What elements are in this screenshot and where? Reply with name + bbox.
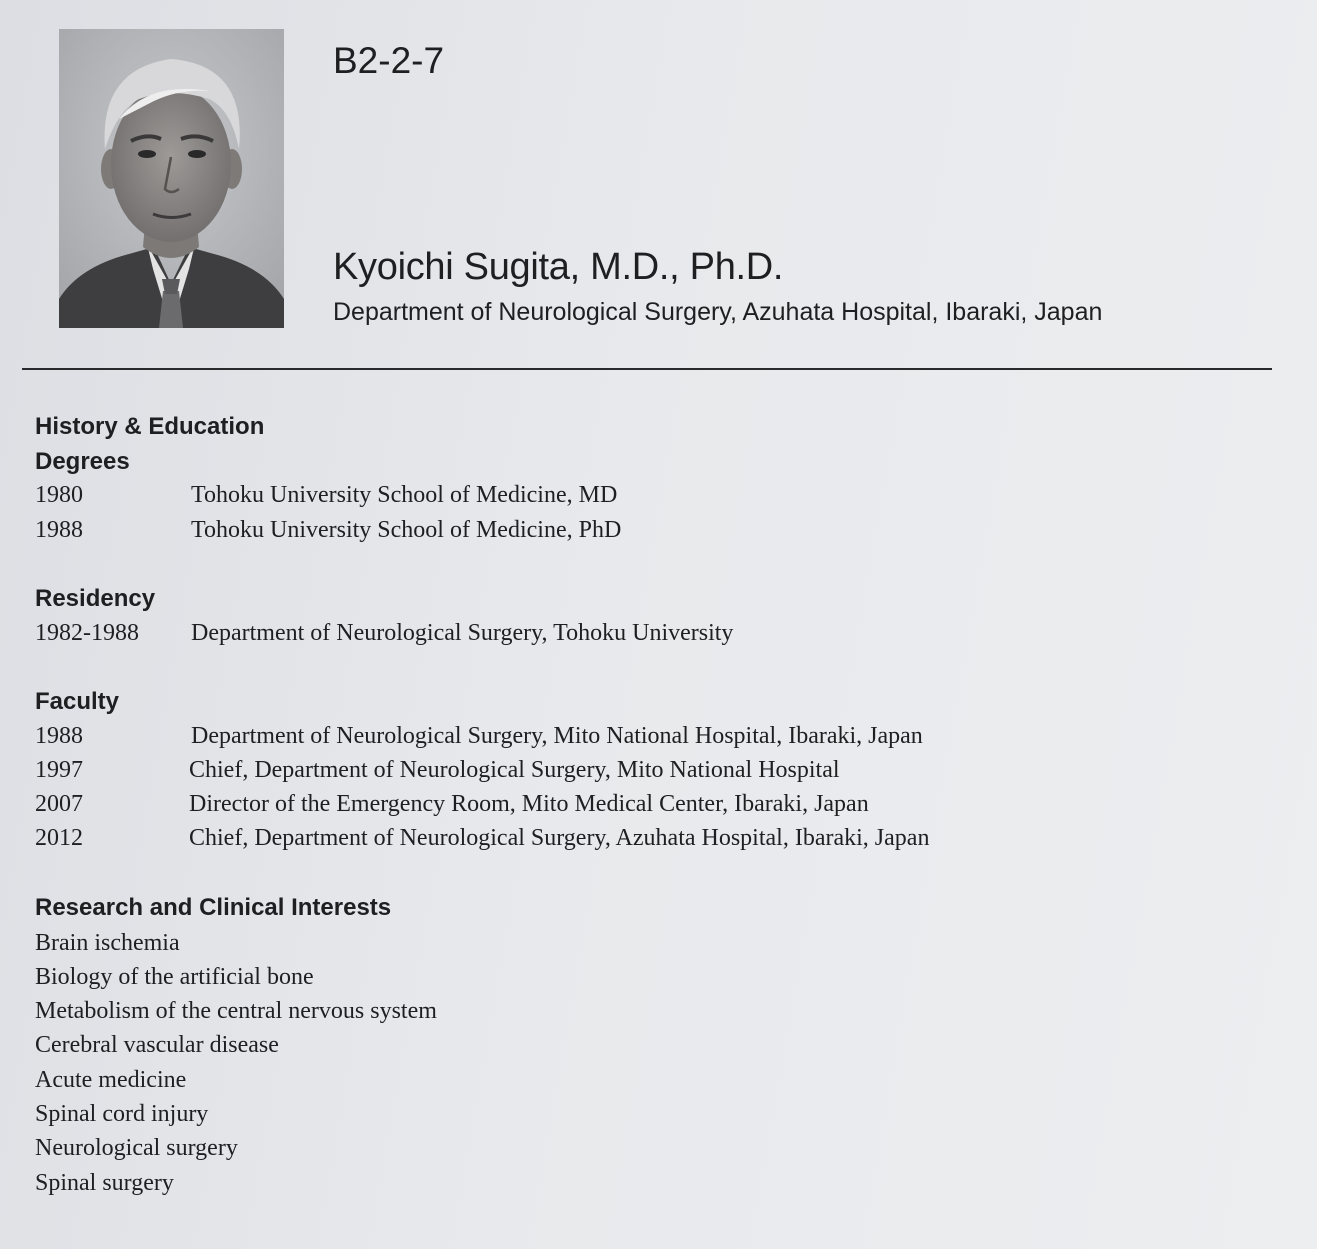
faculty-heading: Faculty xyxy=(35,688,120,715)
faculty-text: Department of Neurological Surgery, Mito National Hospital, Ibaraki, Japan xyxy=(191,723,923,749)
section-divider xyxy=(22,368,1272,370)
degrees-heading: Degrees xyxy=(35,448,130,475)
interest-item: Spinal cord injury xyxy=(35,1101,209,1127)
residency-year: 1982-1988 xyxy=(35,620,139,646)
interest-item: Brain ischemia xyxy=(35,930,180,956)
faculty-text: Director of the Emergency Room, Mito Medical Center, Ibaraki, Japan xyxy=(189,791,869,817)
portrait-illustration xyxy=(59,29,284,328)
degree-text: Tohoku University School of Medicine, PhD xyxy=(191,517,622,543)
degree-year: 1980 xyxy=(35,482,83,508)
degree-year: 1988 xyxy=(35,517,83,543)
interest-item: Acute medicine xyxy=(35,1067,187,1093)
portrait-photo xyxy=(59,29,284,328)
faculty-year: 1988 xyxy=(35,723,83,749)
interest-item: Spinal surgery xyxy=(35,1170,174,1196)
residency-heading: Residency xyxy=(35,585,156,612)
speaker-name: Kyoichi Sugita, M.D., Ph.D. xyxy=(333,246,784,288)
faculty-year: 2012 xyxy=(35,825,83,851)
speaker-affiliation: Department of Neurological Surgery, Azuhata Hospital, Ibaraki, Japan xyxy=(333,298,1103,326)
faculty-text: Chief, Department of Neurological Surgery, Mito National Hospital xyxy=(189,757,840,783)
interest-item: Neurological surgery xyxy=(35,1135,238,1161)
faculty-year: 2007 xyxy=(35,791,83,817)
session-code: B2-2-7 xyxy=(333,40,445,81)
interest-item: Cerebral vascular disease xyxy=(35,1032,279,1058)
interest-item: Biology of the artificial bone xyxy=(35,964,314,990)
interest-item: Metabolism of the central nervous system xyxy=(35,998,437,1024)
degree-text: Tohoku University School of Medicine, MD xyxy=(191,482,618,508)
history-heading: History & Education xyxy=(35,413,265,440)
faculty-text: Chief, Department of Neurological Surgery, Azuhata Hospital, Ibaraki, Japan xyxy=(189,825,930,851)
faculty-year: 1997 xyxy=(35,757,83,783)
residency-text: Department of Neurological Surgery, Tohoku University xyxy=(191,620,734,646)
interests-heading: Research and Clinical Interests xyxy=(35,894,392,921)
